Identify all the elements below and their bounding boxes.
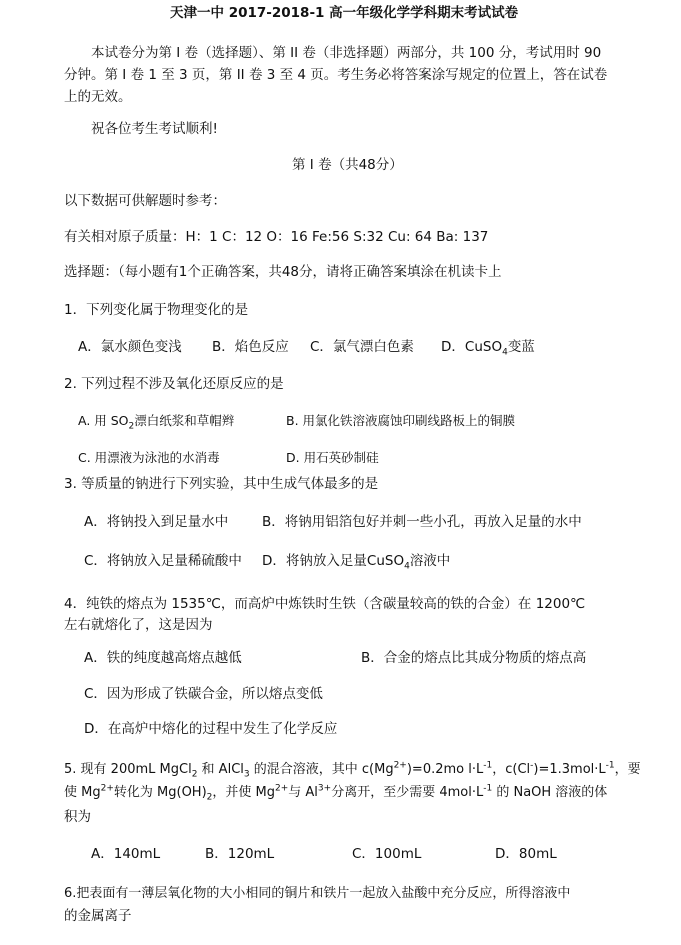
q5-l2-c: ，并使 Mg [212, 785, 275, 800]
q5-l1-f: )=1.3mol·L [533, 762, 606, 777]
section-title: 第 I 卷（共48分） [292, 157, 403, 173]
q6-stem-1: 6.把表面有一薄层氧化物的大小相同的铜片和铁片一起放入盐酸中充分反应，所得溶液中 [64, 886, 571, 901]
q5-l2-s1: 2 [206, 792, 213, 803]
q2-stem: 2. 下列过程不涉及氧化还原反应的是 [64, 376, 284, 392]
q5-option-a: A．140mL [91, 846, 161, 862]
q2-option-c: C. 用漂液为泳池的水消毒 [78, 450, 220, 465]
q2-option-d: D. 用石英砂制硅 [286, 450, 379, 465]
q1-stem: 1．下列变化属于物理变化的是 [64, 302, 249, 318]
q3-option-d [262, 552, 450, 570]
q5-l2-p1: 2+ [100, 783, 114, 794]
q5-l1-g: ，要 [614, 762, 641, 777]
q5-l2-d: 与 Al [288, 785, 318, 800]
q1-d-text: D．CuSO [441, 339, 503, 355]
q2-a-text-2: 漂白纸浆和草帽辫 [134, 413, 235, 428]
q5-l1-e: ，c(Cl [492, 762, 531, 777]
q5-l2-e: 分离开，至少需要 4mol·L [331, 785, 484, 800]
q3-option-c: C．将钠放入足量稀硫酸中 [84, 553, 242, 569]
q4-stem-2: 左右就熔化了，这是因为 [64, 617, 213, 633]
q3-stem: 3. 等质量的钠进行下列实验，其中生成气体最多的是 [64, 476, 379, 492]
intro-line-1: 本试卷分为第 I 卷（选择题）、第 II 卷（非选择题）两部分，共 100 分，考试用时 90 [91, 45, 602, 61]
q5-option-b: B．120mL [205, 846, 275, 862]
q1-option-a: A．氯水颜色变浅 [78, 339, 182, 355]
q5-stem-1 [64, 761, 641, 779]
intro-wish: 祝各位考生考试顺利! [91, 121, 218, 137]
q1-option-c: C．氯气漂白色素 [310, 339, 414, 355]
q3-d-sub: 4 [404, 561, 410, 572]
q5-l1-b: 和 AlCl [197, 762, 244, 777]
q1-d-sub: 4 [502, 347, 508, 358]
q5-l2-f: 的 NaOH 溶液的体 [492, 785, 608, 800]
q5-l2-p4: -1 [483, 783, 493, 794]
q5-l2-p3: 3+ [317, 783, 332, 794]
q5-l1-p3: - [530, 760, 534, 771]
instructions: 选择题：（每小题有1个正确答案，共48分，请将正确答案填涂在机读卡上 [64, 264, 502, 280]
intro-line-3: 上的无效。 [64, 89, 132, 105]
q3-option-a: A．将钠投入到足量水中 [84, 514, 229, 530]
q5-stem-2 [64, 784, 607, 802]
q2-a-sub: 2 [128, 421, 135, 432]
q6-stem-2: 的金属离子 [64, 908, 132, 924]
q5-l1-p4: -1 [605, 760, 615, 771]
q5-l1-c: 的混合溶液，其中 c(Mg [249, 762, 394, 777]
intro-line-2: 分钟。第 I 卷 1 至 3 页，第 II 卷 3 至 4 页。考生务必将答案涂写规定的位置上，答在试卷 [64, 67, 608, 83]
q3-option-b: B．将钠用铝箔包好并刺一些小孔，再放入足量的水中 [262, 514, 582, 530]
q3-d-text-2: 溶液中 [409, 553, 451, 569]
q4-option-d: D．在高炉中熔化的过程中发生了化学反应 [84, 721, 338, 737]
q1-d-text-2: 变蓝 [507, 339, 535, 355]
q1-option-b: B．焰色反应 [212, 339, 289, 355]
exam-title: 天津一中 2017-2018-1 高一年级化学学科期末考试试卷 [170, 5, 519, 21]
q5-l2-b: 转化为 Mg(OH) [113, 785, 207, 800]
q4-option-b: B．合金的熔点比其成分物质的熔点高 [361, 650, 587, 666]
reference-intro: 以下数据可供解题时参考： [64, 193, 226, 209]
q1-option-d [441, 338, 535, 356]
q5-l2-a: 使 Mg [64, 785, 101, 800]
q4-stem-1: 4．纯铁的熔点为 1535℃，而高炉中炼铁时生铁（含碳量较高的铁的合金）在 1200℃ [64, 596, 586, 612]
q2-a-text: A. 用 SO [78, 413, 129, 428]
q5-stem-3: 积为 [64, 809, 91, 825]
q5-l1-s2: 3 [243, 769, 250, 780]
q4-option-a: A．铁的纯度越高熔点越低 [84, 650, 242, 666]
q3-d-text: D．将钠放入足量CuSO [262, 553, 405, 569]
q2-option-b: B. 用氯化铁溶液腐蚀印刷线路板上的铜膜 [286, 413, 516, 428]
q5-l1-p2: -1 [483, 760, 493, 771]
q5-l1-p1: 2+ [393, 760, 407, 771]
q2-option-a [78, 412, 234, 430]
q5-option-c: C．100mL [352, 846, 422, 862]
q4-option-c: C．因为形成了铁碳合金，所以熔点变低 [84, 686, 323, 702]
atomic-masses: 有关相对原子质量：H：1 C：12 O：16 Fe:56 S:32 Cu: 64 Ba: 137 [64, 229, 489, 245]
q5-option-d: D．80mL [495, 846, 557, 862]
q5-l1-d: )=0.2mo l·L [406, 762, 484, 777]
q5-l2-p2: 2+ [275, 783, 289, 794]
q5-l1-a: 5. 现有 200mL MgCl [64, 762, 192, 777]
q5-l1-s1: 2 [191, 769, 198, 780]
